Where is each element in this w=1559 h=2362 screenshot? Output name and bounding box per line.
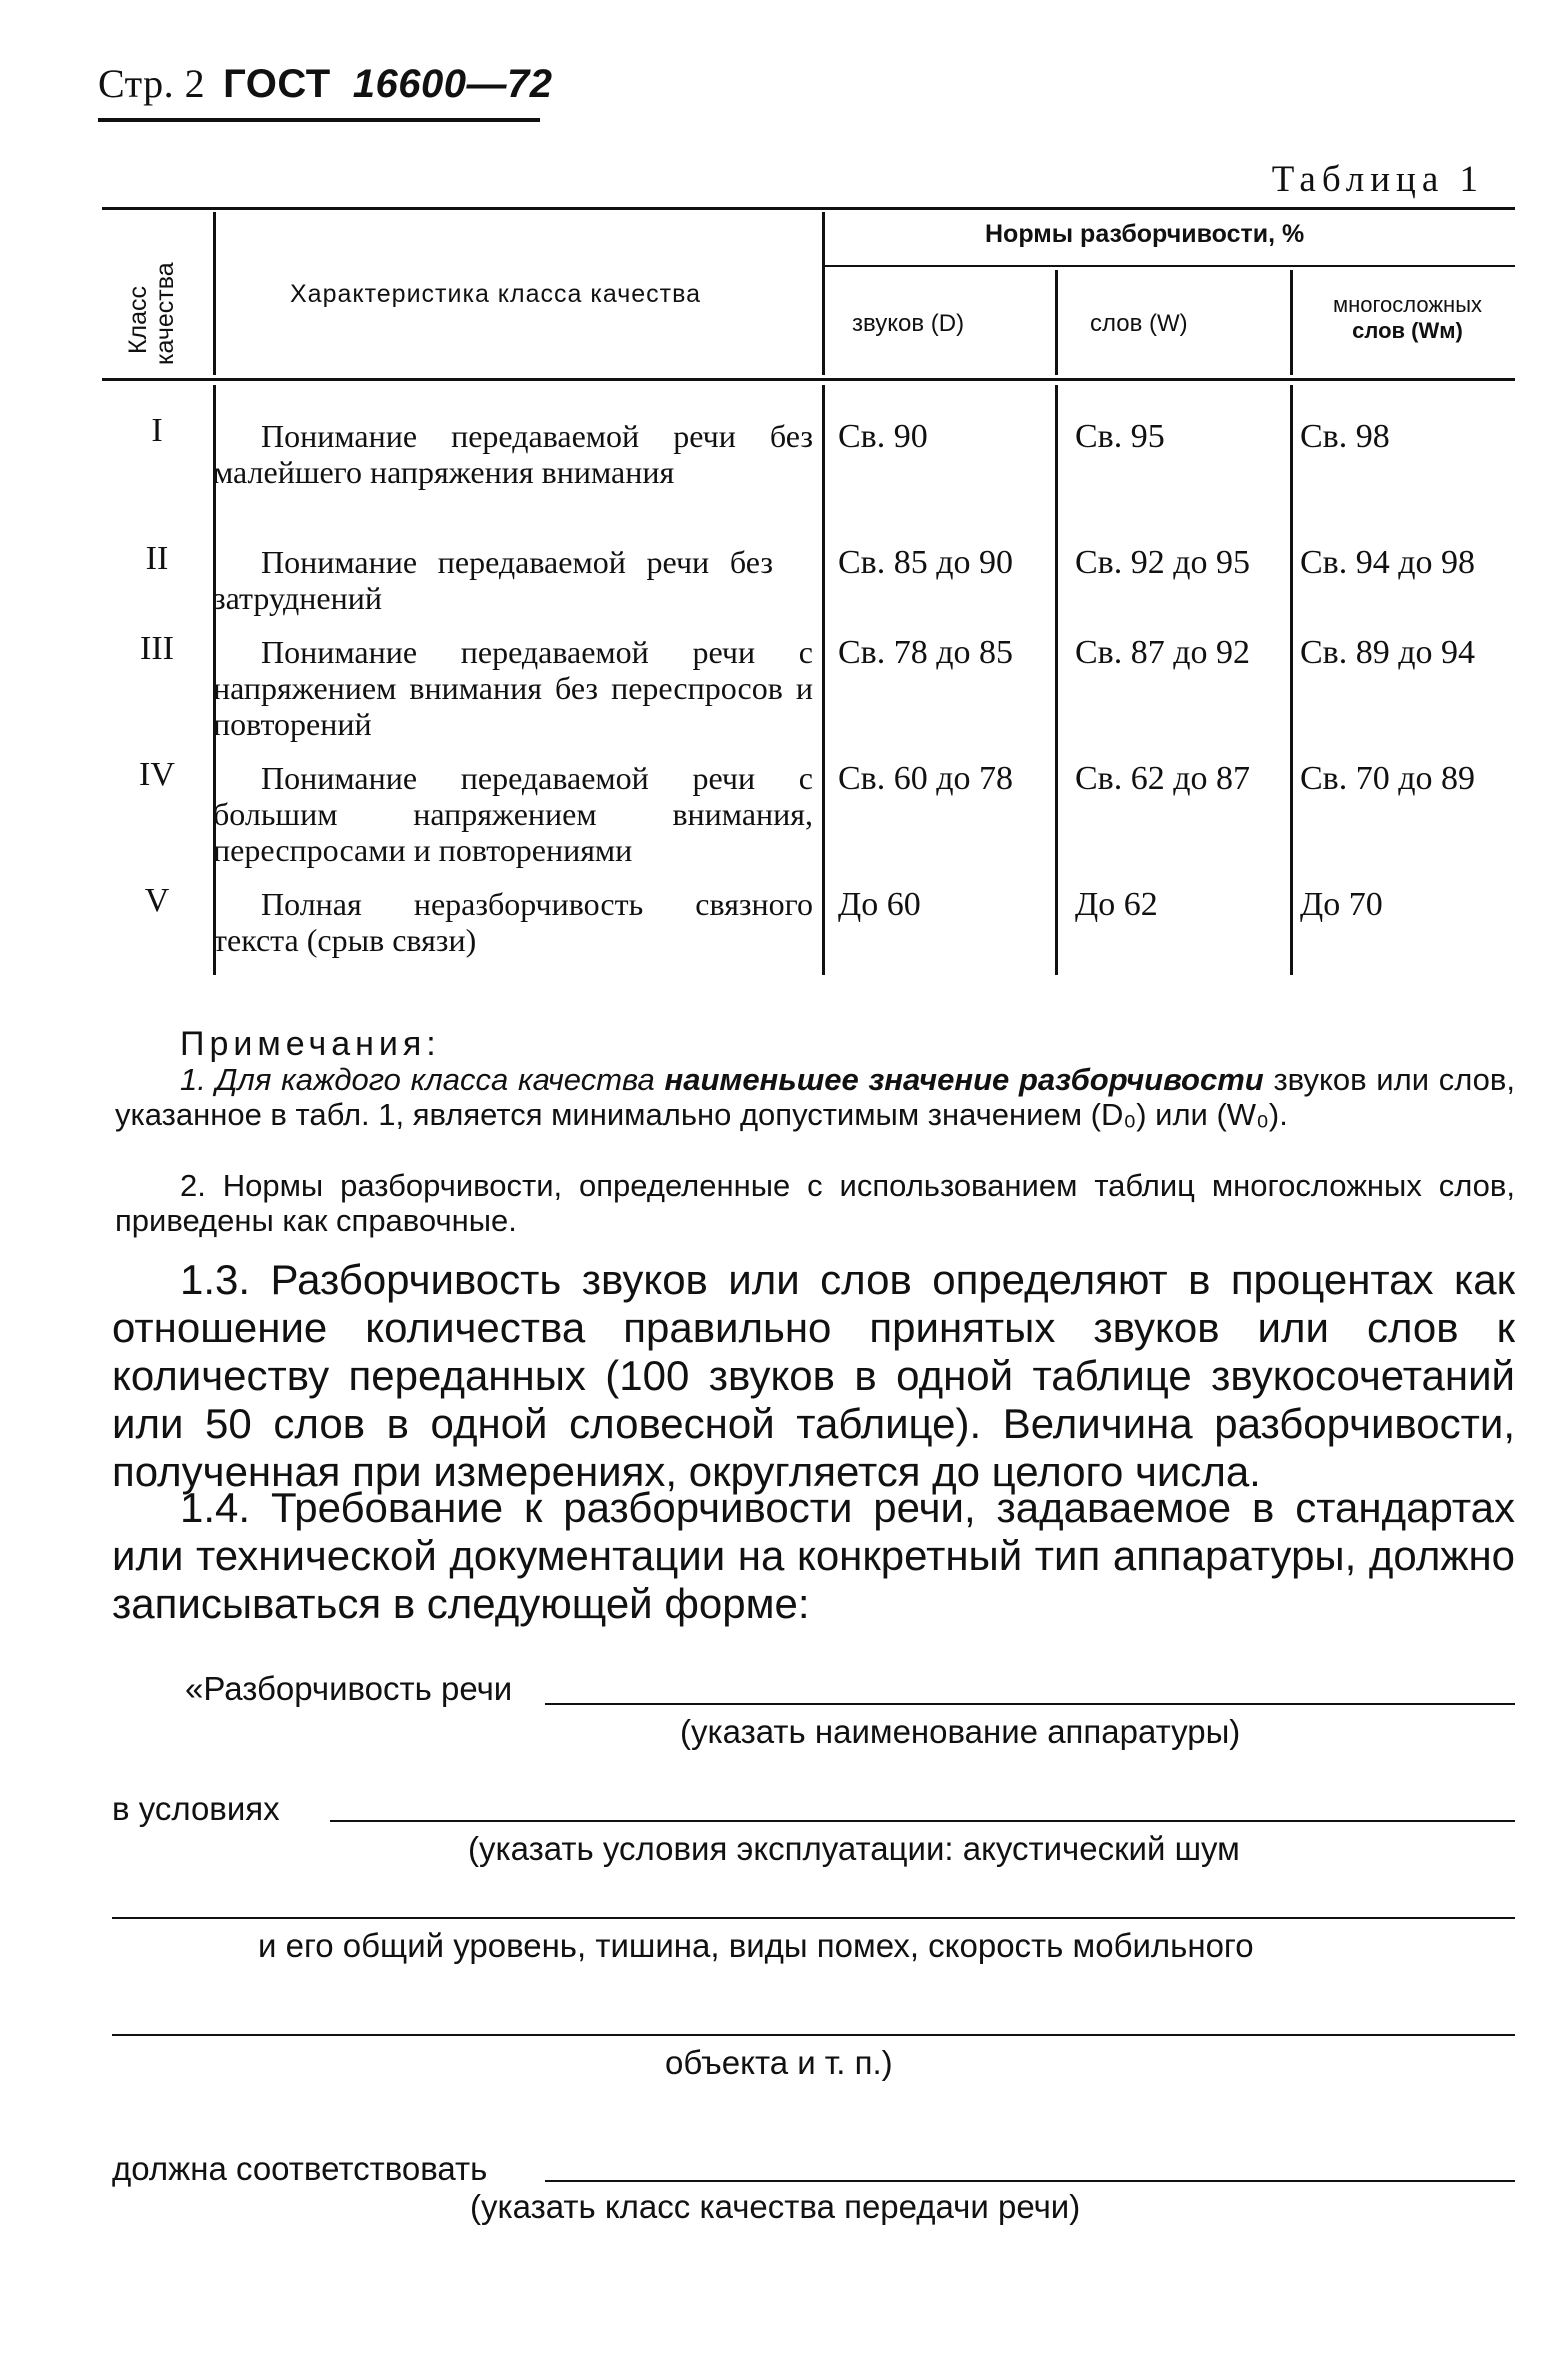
row-words: Св. 62 до 87	[1075, 760, 1251, 797]
row-words: До 62	[1075, 886, 1158, 923]
row-multi: Св. 70 до 89	[1300, 760, 1476, 797]
row-multi: Св. 94 до 98	[1300, 544, 1476, 581]
header-multisyllable-line2: слов (Wм)	[1352, 318, 1463, 343]
form-blank-conditions-2	[112, 1917, 1515, 1919]
row-multi: Св. 89 до 94	[1300, 634, 1476, 671]
form-label-conditions: в условиях	[112, 1790, 280, 1827]
paragraph-1-4-text: 1.4. Требование к разборчивости речи, задаваемое в стандартах или технической документации на конкретный тип аппаратуры, должно записываться в следующей форме:	[112, 1484, 1515, 1627]
col-divider-3	[1055, 270, 1058, 375]
row-sounds: Св. 90	[838, 418, 928, 455]
row-words: Св. 95	[1075, 418, 1165, 455]
form-blank-apparatus	[545, 1703, 1515, 1705]
row-multi: Св. 98	[1300, 418, 1390, 455]
note-1-start: 1. Для каждого класса качества	[180, 1062, 665, 1097]
row-sounds: Св. 78 до 85	[838, 634, 1014, 671]
row-class: I	[151, 412, 163, 449]
row-class: III	[140, 630, 174, 667]
note-2	[115, 1168, 1515, 1238]
paragraph-1-3	[112, 1256, 1515, 1496]
note-2-text: 2. Нормы разборчивости, определенные с использованием таблиц многосложных слов, приведены как справочные.	[115, 1168, 1515, 1238]
row-class: IV	[139, 756, 175, 793]
form-blank-quality-class	[545, 2180, 1515, 2182]
col-divider-1	[213, 212, 216, 375]
header-characteristic: Характеристика класса качества	[290, 280, 701, 308]
page-header	[98, 60, 552, 107]
row-class: V	[144, 882, 170, 919]
col-divider-2	[822, 212, 825, 375]
row-sounds: Св. 60 до 78	[838, 760, 1014, 797]
header-rule	[98, 118, 540, 122]
notes-title: Примечания:	[180, 1025, 441, 1063]
col-divider-3-body	[1055, 385, 1058, 975]
paragraph-1-3-text: 1.3. Разборчивость звуков или слов определяют в процентах как отношение количества правильно принятых звуков или слов к количеству переданных (100 звуков в одной таблице звукосочетаний или 50 слов в одной словесной таблице). Величина разборчивости, полученная при измерениях, округляется до целого числа.	[112, 1256, 1515, 1495]
table-title: Таблица 1	[1271, 159, 1484, 200]
table-header-bottom-rule	[102, 378, 1515, 381]
row-description: Понимание передаваемой речи без затруднений	[213, 544, 773, 616]
header-sounds: звуков (D)	[852, 310, 965, 337]
standard-code: ГОСТ	[223, 62, 331, 106]
note-1-emphasis: наименьшее значение разборчивости	[664, 1062, 1264, 1097]
paragraph-1-4	[112, 1484, 1515, 1628]
form-note-conditions-3: объекта и т. п.)	[665, 2044, 893, 2081]
form-blank-conditions	[330, 1820, 1515, 1822]
header-words: слов (W)	[1090, 310, 1188, 337]
row-words: Св. 92 до 95	[1075, 544, 1251, 581]
row-description: Понимание передаваемой речи с большим напряжением внимания, переспросами и повторениями	[213, 760, 813, 868]
row-description: Полная неразборчивость связного текста (срыв связи)	[213, 886, 813, 958]
form-blank-conditions-3	[112, 2034, 1515, 2036]
col-divider-2-body	[822, 385, 825, 975]
norms-header-rule	[822, 265, 1515, 267]
row-words: Св. 87 до 92	[1075, 634, 1251, 671]
header-norms: Нормы разборчивости, %	[985, 220, 1305, 248]
form-note-conditions-2: и его общий уровень, тишина, виды помех, скорость мобильного	[258, 1927, 1254, 1964]
row-description: Понимание передаваемой речи с напряжением внимания без переспросов и повторений	[213, 634, 813, 742]
form-note-apparatus: (указать наименование аппаратуры)	[680, 1713, 1241, 1750]
row-sounds: До 60	[838, 886, 921, 923]
table-top-rule	[102, 207, 1515, 210]
header-class	[102, 262, 202, 377]
row-multi: До 70	[1300, 886, 1383, 923]
form-note-conditions: (указать условия эксплуатации: акустический шум	[468, 1830, 1240, 1867]
header-multisyllable-line1: многосложных	[1332, 292, 1483, 317]
header-multisyllable	[1300, 292, 1515, 344]
note-1-end: звуков или слов, указанное в табл. 1, является минимально допустимым значением (D₀) или (W₀).	[115, 1062, 1515, 1132]
standard-number: 16600—72	[352, 62, 553, 106]
col-divider-4-body	[1290, 385, 1293, 975]
note-1	[115, 1062, 1515, 1132]
col-divider-4	[1290, 270, 1293, 375]
page-label: Стр. 2	[98, 61, 206, 106]
row-sounds: Св. 85 до 90	[838, 544, 1014, 581]
row-description: Понимание передаваемой речи без малейшего напряжения внимания	[213, 418, 813, 490]
form-label-intelligibility: «Разборчивость речи	[185, 1670, 513, 1707]
row-class: II	[145, 540, 169, 577]
header-class-label: Класс качества	[124, 261, 179, 365]
form-label-must-match: должна соответствовать	[112, 2150, 488, 2187]
form-note-quality-class: (указать класс качества передачи речи)	[470, 2188, 1081, 2225]
